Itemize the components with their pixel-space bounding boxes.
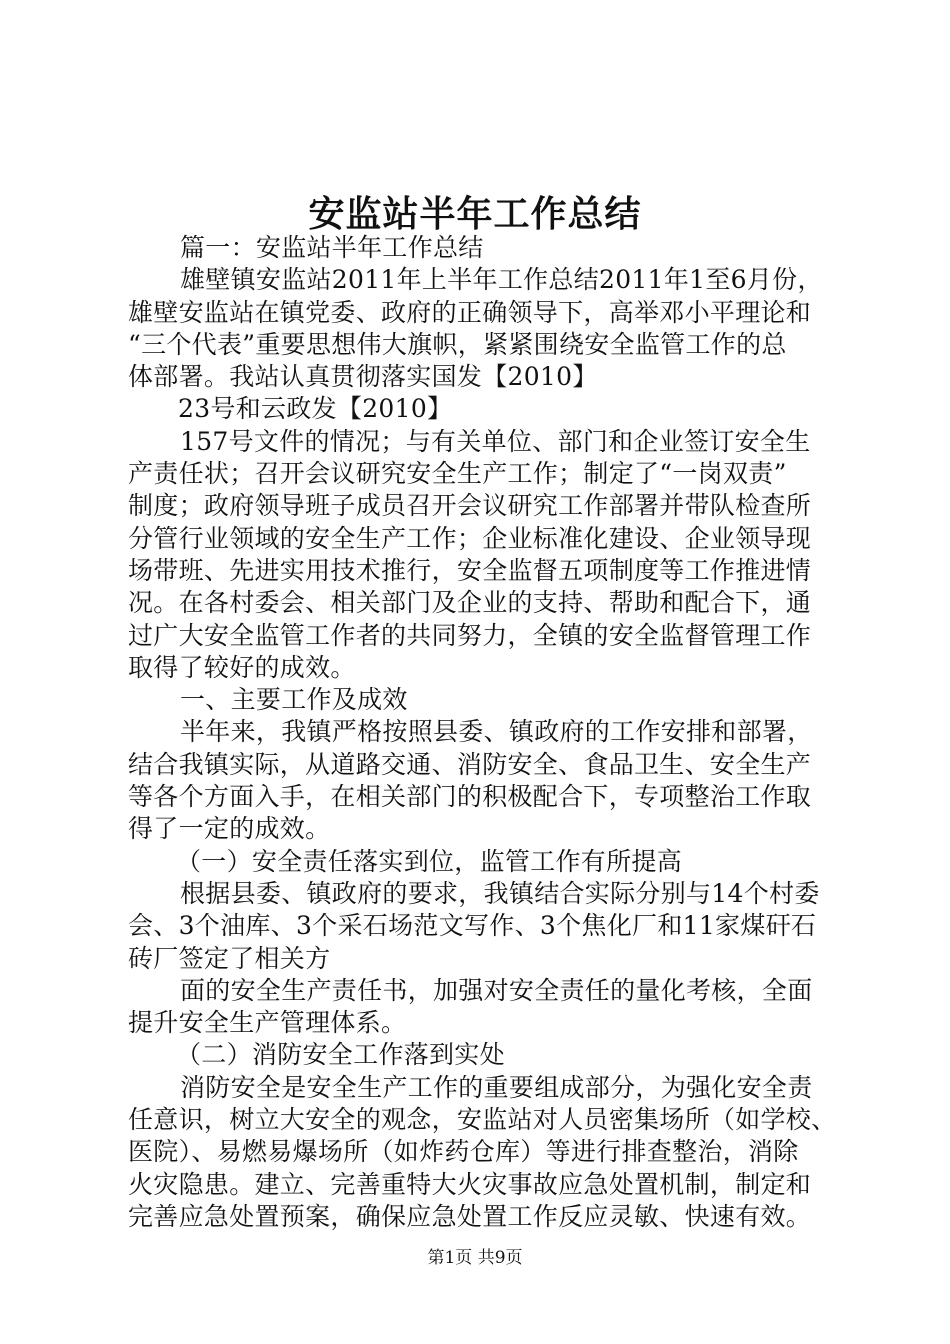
section-heading: 篇一：安监站半年工作总结	[180, 233, 484, 262]
paragraph-line: 雄壁安监站在镇党委、政府的正确领导下，高举邓小平理论和	[128, 297, 812, 327]
paragraph-line: 火灾隐患。建立、完善重特大火灾事故应急处置机制，制定和	[128, 1169, 812, 1199]
paragraph-line: 场带班、先进实用技术推行，安全监督五项制度等工作推进情	[128, 555, 812, 585]
paragraph-line: 等各个方面入手，在相关部门的积极配合下，专项整治工作取	[128, 782, 812, 812]
section-heading: 一、主要工作及成效	[180, 685, 408, 715]
paragraph-line: 半年来，我镇严格按照县委、镇政府的工作安排和部署，	[180, 717, 813, 747]
document-body	[128, 232, 837, 1233]
paragraph-line: 任意识，树立大安全的观念，安监站对人员密集场所（如学校、	[128, 1105, 837, 1135]
paragraph-line: 得了一定的成效。	[128, 814, 331, 844]
paragraph-line: 产责任状；召开会议研究安全生产工作；制定了“一岗双责”	[128, 459, 787, 489]
paragraph-line: 砖厂签定了相关方	[128, 943, 331, 973]
paragraph-line: 157号文件的情况；与有关单位、部门和企业签订安全生	[180, 426, 811, 456]
paragraph-line: 结合我镇实际，从道路交通、消防安全、食品卫生、安全生产	[128, 749, 812, 779]
paragraph-line: 根据县委、镇政府的要求，我镇结合实际分别与14个村委	[180, 878, 820, 908]
subsection-heading: （二）消防安全工作落到实处	[176, 1040, 505, 1070]
paragraph-line: 面的安全生产责任书，加强对安全责任的量化考核，全面	[180, 975, 813, 1005]
paragraph-line: 医院）、易燃易爆场所（如炸药仓库）等进行排查整治，消除	[128, 1137, 799, 1167]
paragraph-line: 况。在各村委会、相关部门及企业的支持、帮助和配合下，通	[128, 588, 812, 618]
page-number-footer: 第1页 共9页	[427, 1248, 523, 1268]
subsection-heading: （一）安全责任落实到位，监管工作有所提高	[176, 846, 683, 876]
paragraph-line: 制度；政府领导班子成员召开会议研究工作部署并带队检查所	[128, 491, 812, 521]
paragraph-line: “三个代表”重要思想伟大旗帜，紧紧围绕安全监管工作的总	[128, 329, 787, 359]
document-title: 安监站半年工作总结	[308, 193, 642, 235]
paragraph-line: 消防安全是安全生产工作的重要组成部分，为强化安全责	[180, 1072, 813, 1102]
paragraph-line: 雄壁镇安监站2011年上半年工作总结2011年1至6月份，	[180, 265, 823, 295]
paragraph-line: 23号和云政发【2010】	[178, 394, 453, 424]
paragraph-line: 会、3个油库、3个采石场范文写作、3个焦化厂和11家煤矸石	[128, 911, 817, 941]
paragraph-line: 过广大安全监管工作者的共同努力，全镇的安全监督管理工作	[128, 620, 812, 650]
paragraph-line: 取得了较好的成效。	[128, 652, 356, 682]
paragraph-line: 体部署。我站认真贯彻落实国发【2010】	[128, 362, 598, 392]
paragraph-line: 分管行业领域的安全生产工作；企业标准化建设、企业领导现	[128, 523, 812, 553]
paragraph-line: 完善应急处置预案，确保应急处置工作反应灵敏、快速有效。	[128, 1201, 812, 1231]
paragraph-line: 提升安全生产管理体系。	[128, 1008, 407, 1038]
